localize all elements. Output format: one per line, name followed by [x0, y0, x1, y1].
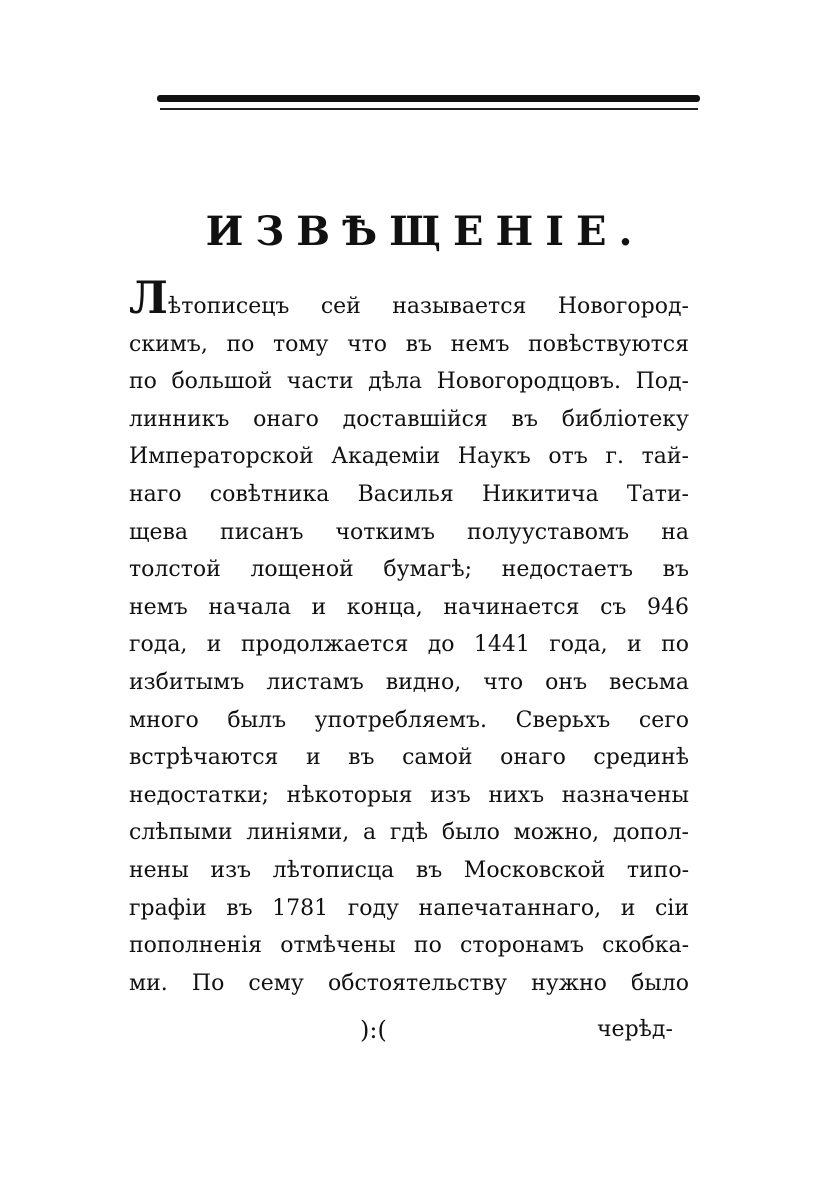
text-line-3: по большой части дѣла Новогородцовъ. Под-: [129, 369, 689, 395]
text-line-15: слѣпыми линіями, а гдѣ было можно, допол-: [129, 820, 689, 846]
text-line-2: скимъ, по тому что въ немъ повѣствуются: [129, 331, 689, 357]
top-ornamental-rule: [157, 95, 700, 102]
text-line-1-rest: ѣтописецъ сей называется Новогород-: [167, 294, 689, 319]
text-line-1: [129, 273, 689, 326]
text-line-5: Императорской Академіи Наукъ отъ г. тай-: [129, 444, 689, 470]
text-line-11: избитымъ листамъ видно, что онъ весьма: [129, 669, 689, 695]
text-line-10: года, и продолжается до 1441 года, и по: [129, 632, 689, 658]
top-thin-rule: [160, 108, 698, 110]
text-line-18: пополненія отмѣчены по сторонамъ скобка-: [129, 933, 689, 959]
text-line-12: много былъ употребляемъ. Сверьхъ сего: [129, 707, 689, 733]
text-line-8: толстой лощеной бумагѣ; недостаетъ въ: [129, 557, 689, 583]
text-line-13: встрѣчаются и въ самой онаго срединѣ: [129, 745, 689, 771]
text-line-6: наго совѣтника Василья Никитича Тати-: [129, 481, 689, 507]
drop-capital: Л: [129, 273, 168, 324]
text-line-16: нены изъ лѣтописца въ Московской типо-: [129, 857, 689, 883]
text-line-4: линникъ онаго доставшійся въ библіотеку: [129, 406, 689, 432]
text-line-7: щева писанъ чоткимъ полууставомъ на: [129, 519, 689, 545]
text-line-17: графіи въ 1781 году напечатаннаго, и сіи: [129, 895, 689, 921]
text-line-9: немъ начала и конца, начинается съ 946: [129, 594, 689, 620]
signature-mark: ):(: [360, 1016, 387, 1044]
catchword: черѣд-: [597, 1017, 673, 1042]
text-line-19: ми. По сему обстоятельству нужно было: [129, 970, 689, 996]
text-line-14: недостатки; нѣкоторыя изъ нихъ назначены: [129, 782, 689, 808]
body-text: [129, 273, 689, 1002]
page-title: ИЗВѢЩЕНІЕ.: [205, 208, 645, 255]
